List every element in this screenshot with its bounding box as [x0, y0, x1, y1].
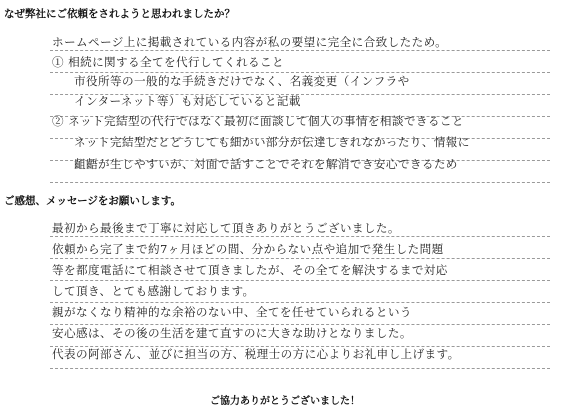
handwritten-line: 代表の阿部さん、並びに担当の方、税理士の方に心よりお礼申し上げます。	[52, 347, 460, 361]
rule-line	[50, 280, 550, 281]
question-heading-2: ご感想、メッセージをお願いします。	[4, 195, 182, 207]
handwritten-line: 依頼から完了まで約7ヶ月ほどの間、分からない点や追加で発生した問題	[52, 242, 444, 256]
rule-line	[50, 50, 550, 51]
rule-line	[50, 258, 550, 259]
rule-line	[50, 236, 550, 237]
handwritten-line: 等を都度電話にて相談させて頂きましたが、その全てを解決するまで対応	[52, 263, 448, 277]
rule-line	[50, 368, 550, 369]
rule-line	[50, 182, 550, 183]
handwritten-line: して頂き、とても感謝しております。	[52, 284, 255, 298]
thank-you-footer: ご協力ありがとうございました！	[210, 396, 360, 407]
handwritten-line: 安心感は、その後の生活を建て直すのに大きな助けとなりました。	[52, 326, 412, 340]
handwritten-line: 齟齬が生じやすいが、対面で話すことでそれを解消でき安心できるため	[74, 157, 458, 171]
answer-block-2	[50, 216, 550, 376]
handwritten-line: ① 相続に関する全てを代行してくれること	[52, 55, 284, 69]
rule-line	[50, 302, 550, 303]
handwritten-line: ホームページ上に掲載されている内容が私の要望に完全に合致したため。	[52, 35, 448, 49]
handwritten-line: インターネット等）も対応していると記載	[74, 94, 301, 108]
handwritten-line: 親がなくなり精神的な余裕のない中、全てを任せていられるという	[52, 305, 412, 319]
question-heading-1: なぜ弊社にご依頼をされようと思われましたか？	[4, 8, 235, 20]
handwritten-line: 市役所等の一般的な手続きだけでなく、名義変更（インフラや	[74, 74, 410, 88]
handwritten-line: ネット完結型だとどうしても細かい部分が伝達しきれなかったり、情報に	[74, 135, 470, 149]
handwritten-line: 最初から最後まで丁寧に対応して頂きありがとうございました。	[52, 221, 400, 235]
answer-block-1	[50, 28, 550, 178]
handwritten-line: ② ネット完結型の代行ではなく最初に面談して個人の事情を相談できること	[52, 114, 464, 128]
